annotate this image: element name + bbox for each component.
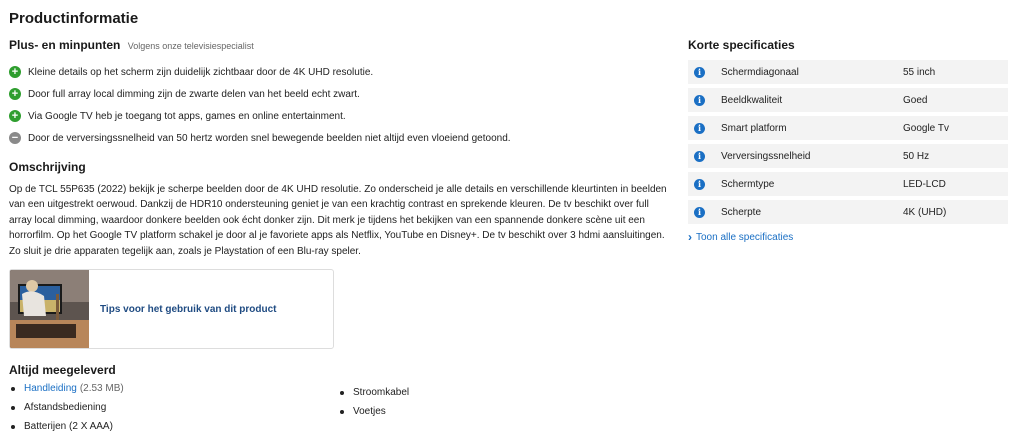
description-text: Op de TCL 55P635 (2022) bekijk je scherpe beelden door de 4K UHD resolutie. Zo onderscheid je alle details en verschillende kleurtinten in beelden van een uitgestrekt oerwoud. Dankzij de HDR10 ondersteuning geniet je van een krachtig contrast en sprekende kleuren. De tv beschikt over full array local dimming, waardoor donkere beelden ook écht donker zijn. Dit merk je tijdens het bekijken van een spannende donkere scène uit een horrorfilm. Op het Google TV platform schakel je door al je favoriete apps als Netflix, YouTube en Disney+. De tv beschikt over 3 hdmi aansluitingen. Zo sluit je drie apparaten tegelijk aan, zoals je Playstation of een Blu-ray speler. bbox=[9, 184, 667, 257]
minus-icon: − bbox=[9, 132, 21, 144]
spec-row bbox=[688, 172, 1008, 196]
tips-thumbnail bbox=[10, 270, 89, 348]
pro-item bbox=[9, 105, 674, 127]
list-item-text: Voetjes bbox=[353, 406, 386, 418]
plus-icon: + bbox=[9, 88, 21, 100]
pro-item bbox=[9, 61, 674, 83]
pro-text: Kleine details op het scherm zijn duidelijk zichtbaar door de 4K UHD resolutie. bbox=[28, 66, 374, 78]
specs-heading: Korte specificaties bbox=[688, 38, 795, 52]
info-icon[interactable]: i bbox=[694, 67, 705, 78]
spec-row bbox=[688, 116, 1008, 140]
list-item bbox=[9, 398, 124, 417]
list-item bbox=[338, 383, 409, 402]
right-column bbox=[688, 38, 1008, 244]
spec-value: LED-LCD bbox=[903, 178, 946, 190]
chevron-right-icon: › bbox=[688, 230, 692, 244]
pros-cons-title: Plus- en minpunten bbox=[9, 38, 121, 52]
description-heading: Omschrijving bbox=[9, 160, 86, 174]
plus-icon: + bbox=[9, 66, 21, 78]
show-all-specs-label: Toon alle specificaties bbox=[696, 231, 794, 243]
spec-value: 4K (UHD) bbox=[903, 206, 947, 218]
con-text: Door de verversingssnelheid van 50 hertz worden snel bewegende beelden niet altijd even vloeiend getoond. bbox=[28, 132, 511, 144]
pros-cons-subheading: Volgens onze televisiespecialist bbox=[127, 41, 254, 51]
info-icon[interactable]: i bbox=[694, 95, 705, 106]
list-item bbox=[338, 402, 409, 421]
spec-row bbox=[688, 88, 1008, 112]
pro-text: Via Google TV heb je toegang tot apps, games en online entertainment. bbox=[28, 110, 346, 122]
spec-value: 55 inch bbox=[903, 66, 936, 78]
pro-item bbox=[9, 83, 674, 105]
spec-label: Scherpte bbox=[721, 206, 762, 218]
list-item bbox=[9, 417, 124, 436]
spec-value: Google Tv bbox=[903, 122, 949, 134]
tips-label: Tips voor het gebruik van dit product bbox=[100, 303, 277, 315]
info-icon[interactable]: i bbox=[694, 207, 705, 218]
pros-cons-list bbox=[9, 61, 674, 149]
info-icon[interactable]: i bbox=[694, 179, 705, 190]
spec-label: Schermdiagonaal bbox=[721, 66, 799, 78]
list-item-text: Batterijen (2 X AAA) bbox=[24, 421, 113, 433]
info-icon[interactable]: i bbox=[694, 151, 705, 162]
pro-text: Door full array local dimming zijn de zwarte delen van het beeld echt zwart. bbox=[28, 88, 360, 100]
left-column bbox=[9, 38, 674, 443]
included-col-1 bbox=[9, 379, 124, 436]
list-item-text: Afstandsbediening bbox=[24, 402, 107, 414]
spec-label: Verversingssnelheid bbox=[721, 150, 811, 162]
tips-card[interactable] bbox=[9, 269, 334, 349]
spec-value: Goed bbox=[903, 94, 928, 106]
spec-row bbox=[688, 60, 1008, 84]
manual-file-size: (2.53 MB) bbox=[79, 383, 124, 395]
spec-label: Schermtype bbox=[721, 178, 775, 190]
spec-row bbox=[688, 144, 1008, 168]
spec-label: Smart platform bbox=[721, 122, 787, 134]
spec-row bbox=[688, 200, 1008, 224]
tips-thumbnail-image bbox=[10, 270, 89, 348]
list-item[interactable] bbox=[9, 379, 124, 398]
specs-table bbox=[688, 60, 1008, 224]
list-item-text: Stroomkabel bbox=[353, 387, 410, 399]
manual-link[interactable]: Handleiding bbox=[24, 383, 77, 395]
included-list bbox=[9, 383, 674, 443]
included-col-2 bbox=[338, 383, 409, 421]
info-icon[interactable]: i bbox=[694, 123, 705, 134]
show-all-specs-link[interactable] bbox=[688, 230, 1008, 244]
plus-icon: + bbox=[9, 110, 21, 122]
page-title: Productinformatie bbox=[9, 10, 139, 27]
included-heading: Altijd meegeleverd bbox=[9, 363, 116, 378]
pros-cons-heading bbox=[9, 38, 674, 52]
spec-value: 50 Hz bbox=[903, 150, 930, 162]
spec-label: Beeldkwaliteit bbox=[721, 94, 783, 106]
con-item bbox=[9, 127, 674, 149]
